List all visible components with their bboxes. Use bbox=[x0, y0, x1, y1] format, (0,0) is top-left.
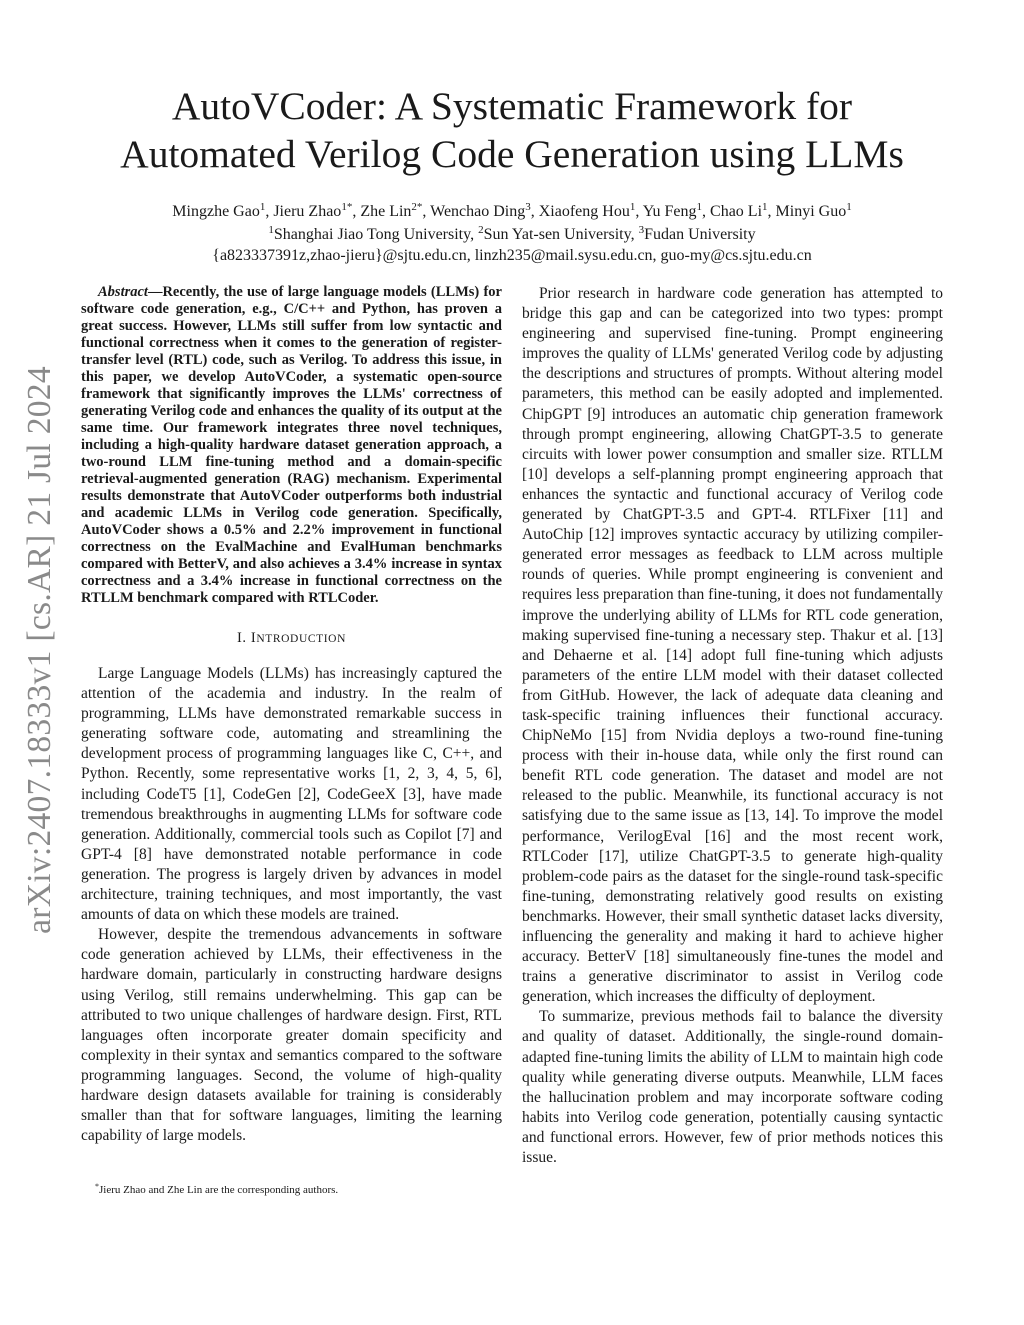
author: Mingzhe Gao$^1$ bbox=[172, 201, 266, 220]
footnote-mark: * bbox=[95, 1182, 99, 1191]
author-block bbox=[80, 202, 944, 266]
abstract-text: Recently, the use of large language models (LLMs) for software code generation, e.g., C/C++ and Python, has proven a great success. However, LLMs still suffer from low syntactic and functional correctness when it comes to the generation of register-transfer level (RTL) code, such as Verilog. To address this issue, in this paper, we develop AutoVCoder, a systematic open-source framework that significantly improves the LLMs' correctness of generating Verilog code and enhances the quality of its output at the same time. Our framework integrates three novel techniques, including a high-quality hardware dataset generation approach, a two-round LLM fine-tuning method and a domain-specific retrieval-augmented generation (RAG) mechanism. Experimental results demonstrate that AutoVCoder outperforms both industrial and academic LLMs in Verilog code generation. Specifically, AutoVCoder shows a 0.5% and 2.2% improvement in functional correctness on the EvalMachine and EvalHuman benchmarks compared with BetterV, and also achieves a 3.4% increase in syntax correctness and a 3.4% increase in functional correctness on the RTLLM benchmark compared with RTLCoder. bbox=[81, 284, 502, 606]
author: Yu Feng$^1$ bbox=[642, 201, 703, 220]
abstract-label: Abstract bbox=[98, 284, 148, 300]
affiliation: $^2$Sun Yat-sen University bbox=[478, 224, 631, 243]
paragraph: Prior research in hardware code generation has attempted to bridge this gap and can be categorized into two types: prompt engineering and supervised fine-tuning. Prompt engineering improves the quality of LLMs' generated Verilog code by adjusting the descriptions and structures of prompts. Without altering model parameters, this method can be easily adopted and implemented. ChipGPT [9] introduces an automatic chip generation framework through prompt engineering, allowing ChatGPT-3.5 to generate circuits with lower power consumption and smaller size. RTLLM [10] develops a self-planning prompt engineering approach that enhances the syntactic and functional accuracy of Verilog code generated by ChatGPT-3.5 and GPT-4. RTLFixer [11] and AutoChip [12] improves syntactic accuracy by utilizing compiler-generated error messages as feedback to LLM across multiple rounds of queries. While prompt engineering is convenient and requires less preparation than fine-tuning, it does not fundamentally improve the underlying ability of LLMs for RTL code generation, making supervised fine-tuning a necessary step. Thakur et al. [13] and Dehaerne et al. [14] adopt full fine-tuning which adjusts parameters of the entire LLM model with their dataset collected from GitHub. However, the lack of adequate data cleaning and task-specific training influences their functional accuracy. ChipNeMo [15] from Nvidia deploys a two-round fine-tuning process with their in-house data, while only the first round can benefit RTL code generation. The dataset and model are not released to the public. Meanwhile, its functional accuracy is not satisfying due to the same issue as [13, 14]. To improve the model performance, VerilogEval [16] and the most recent work, RTLCoder [17], utilize ChatGPT-3.5 to generate high-quality problem-code pairs as the dataset for the single-round task-specific fine-tuning, demonstrating relatively good results on existing benchmarks. However, their small synthetic dataset lacks diversity, influencing the generality and making it hard to achieve higher accuracy. BetterV [18] simultaneously fine-tunes the model and trains a generative discriminator to assist in Verilog code generation, which increases the difficulty of deployment. bbox=[522, 285, 943, 1006]
title-line: AutoVCoder: A Systematic Framework for bbox=[171, 84, 853, 128]
footnote-text: Jieru Zhao and Zhe Lin are the corresponding authors. bbox=[99, 1184, 339, 1196]
author-emails: {a823337391z,zhao-jieru}@sjtu.edu.cn, linzh235@mail.sysu.edu.cn, guo-my@cs.sjtu.edu.cn bbox=[212, 247, 812, 264]
paragraph: However, despite the tremendous advancements in software code generation achieved by LLMs, their effectiveness in the hardware domain, particularly in constructing hardware designs using Verilog, still remains underwhelming. This gap can be attributed to two unique challenges of hardware design. First, RTL languages often incorporate greater domain specificity and complexity in their syntax and semantics compared to the software programming languages. Second, the volume of high-quality hardware design datasets available for training is considerably smaller than that for software languages, limiting the learning capability of large models. bbox=[81, 926, 502, 1145]
author: Chao Li$^1$ bbox=[710, 201, 768, 220]
arxiv-identifier-text: arXiv:2407.18333v1 [cs.AR] 21 Jul 2024 bbox=[21, 366, 58, 934]
footnote bbox=[81, 1183, 502, 1197]
affiliation: $^1$Shanghai Jiao Tong University bbox=[268, 224, 471, 243]
title-line: Automated Verilog Code Generation using LLMs bbox=[120, 132, 904, 176]
author: Xiaofeng Hou$^1$ bbox=[538, 201, 636, 220]
author: Zhe Lin$^{2*}$ bbox=[360, 201, 423, 220]
affiliation-list: $^1$Shanghai Jiao Tong University, $^2$Sun Yat-sen University, $^3$Fudan University bbox=[268, 224, 756, 243]
abstract bbox=[81, 284, 502, 607]
paragraph: To summarize, previous methods fail to balance the diversity and quality of dataset. Additionally, the single-round domain-adapted fine-tuning limits the ability of LLM to maintain high code quality while generating diverse outputs. Meanwhile, LLM faces the hallucination problem and may incorporate software coding habits into Verilog code generation, potentially causing syntactic and functional errors. However, few of prior methods notices this issue. bbox=[522, 1008, 943, 1167]
abstract-dash: — bbox=[147, 284, 163, 300]
paper-title bbox=[80, 82, 944, 178]
author: Jieru Zhao$^{1*}$ bbox=[273, 201, 353, 220]
author: Wenchao Ding$^3$ bbox=[430, 201, 531, 220]
author: Minyi Guo$^1$ bbox=[775, 201, 852, 220]
paragraph: Large Language Models (LLMs) has increasingly captured the attention of the academia and industry. In the realm of programming, LLMs have demonstrated remarkable success in generating software code, automating and streamlining the development process of programming languages like C, C++, and Python. Recently, some representative works [1, 2, 3, 4, 5, 6], including CodeT5 [1], CodeGen [2], CodeGeeX [3], have made tremendous breakthroughs in augmenting LLMs for software code generation. Additionally, commercial tools such as Copilot [7] and GPT-4 [8] have demonstrated notable performance in code generation. The progress is largely driven by advances in model architecture, training techniques, and most importantly, the vast amounts of data on which these models are trained. bbox=[81, 665, 502, 924]
author-list: Mingzhe Gao$^1$, Jieru Zhao$^{1*}$, Zhe Lin$^{2*}$, Wenchao Ding$^3$, Xiaofeng Hou$^1$, Yu Feng$^1$, Chao Li$^1$, Minyi Guo$^1$ bbox=[172, 201, 852, 220]
affiliation: $^3$Fudan University bbox=[638, 224, 756, 243]
section-heading-introduction: I. INTRODUCTION bbox=[237, 630, 346, 646]
right-column bbox=[522, 284, 943, 1168]
arxiv-identifier bbox=[10, 360, 70, 940]
left-column bbox=[81, 284, 502, 1146]
